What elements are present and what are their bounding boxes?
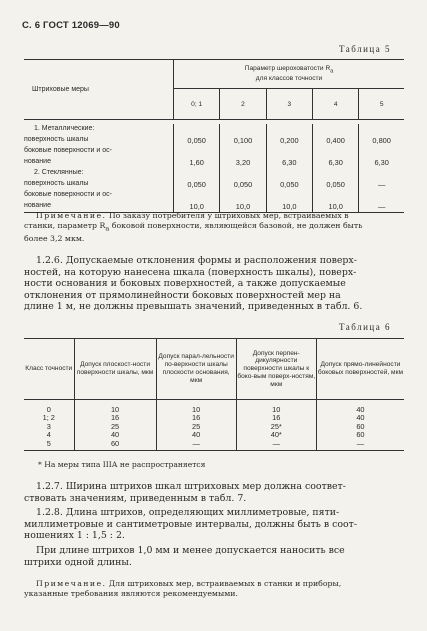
table5-cell: [220, 190, 266, 201]
table5-cell: 0,050: [174, 135, 220, 146]
table5-cell: [220, 168, 266, 179]
paragraph-line: 1.2.8. Длина штрихов, определяющих миллиметровые, пяти-: [36, 507, 340, 518]
table5-cell: 10,0: [220, 201, 266, 213]
table6-cell: 3: [46, 421, 51, 431]
table6-cell: 40: [74, 431, 156, 439]
table5-cell: [312, 190, 358, 201]
table5-cell: [312, 168, 358, 179]
table5-cell: 0,050: [312, 179, 358, 190]
note-1-line3: более 3,2 мкм.: [24, 233, 85, 243]
paragraph-line: ностей, на которую нанесена шкала (поверхность шкалы), поверх-: [24, 266, 357, 278]
page-header: С. 6 ГОСТ 12069—90: [22, 20, 120, 31]
table6-cell: —: [316, 440, 404, 451]
paragraph-1-2-6: [24, 255, 404, 313]
table5-cell: 0,100: [220, 135, 266, 146]
table5-row-label: боковые поверхности и ос-: [24, 147, 112, 155]
table5-cell: [266, 190, 312, 201]
table5-param-line2: для классов точности: [255, 75, 323, 83]
table6-cell: 4: [46, 430, 51, 440]
table6-cell: 5: [24, 440, 74, 451]
paragraph-1-2-8: [24, 507, 404, 542]
paragraph-1-2-7: [24, 481, 404, 504]
note-1-sub: a: [105, 224, 110, 233]
table5-cell: —: [359, 201, 404, 213]
table6-caption: Таблица 6: [339, 322, 391, 332]
paragraph-line-length: [24, 545, 404, 568]
table6-cell: 25*: [236, 423, 316, 431]
note-1-line2b: боковой поверхности, являющейся базовой, не должен быть: [109, 221, 363, 230]
table6-header: Допуск прямо-линейности боковых поверхностей, мкм: [316, 339, 404, 400]
paragraph-line: длине 1 м, не должны превышать значений, приведенных в табл. 6.: [24, 301, 363, 313]
paragraph-line: штрихи одной длины.: [24, 556, 132, 568]
table5-class-header: 3: [266, 89, 312, 120]
table5-class-header: 5: [359, 89, 404, 120]
table5-param-line1: Параметр шероховатости R: [244, 64, 331, 72]
table5-row-label: боковые поверхности и ос-: [24, 191, 112, 199]
table5-cell: 10,0: [174, 201, 220, 213]
table6-header: Допуск парал-лельности по-верхности шкалы плоскости основания, мкм: [156, 339, 236, 400]
table5-cell: 0,400: [312, 135, 358, 146]
table5-class-header: 2: [220, 89, 266, 120]
table5-cell: [359, 190, 404, 201]
note-2: [24, 579, 404, 599]
table5-col0-header: Штриховые меры: [24, 60, 174, 120]
table5-row-label: 1. Металлические:: [34, 125, 95, 133]
table6-cell: 16: [74, 414, 156, 422]
table6-cell: 10: [236, 400, 316, 415]
table6-cell: —: [156, 440, 236, 451]
paragraph-line: При длине штрихов 1,0 мм и менее допускается наносить все: [36, 545, 345, 556]
table5-cell: [174, 168, 220, 179]
table5-class-header: 4: [312, 89, 358, 120]
table5-cell: 10,0: [312, 201, 358, 213]
table5-row-label: нование: [24, 201, 174, 213]
note-2-label: Примечание.: [36, 579, 107, 588]
table5-cell: [266, 168, 312, 179]
table5-caption: Таблица 5: [339, 44, 391, 54]
paragraph-line: ствовать значениям, приведенным в табл. 7.: [24, 492, 247, 504]
table5-cell: [312, 124, 358, 135]
table6-cell: —: [236, 440, 316, 451]
table6-cell: 16: [156, 414, 236, 422]
table5-param-sub: a: [330, 68, 334, 75]
table6-cell: 40: [316, 414, 404, 422]
table6-cell: 16: [236, 414, 316, 422]
table5-param-header: [174, 60, 405, 89]
table5-row-label: нование: [24, 158, 51, 166]
table5-cell: [174, 190, 220, 201]
table6-cell: 40*: [236, 431, 316, 439]
note-1-text: По заказу потребителя у штриховых мер, встраиваемых в: [106, 211, 349, 220]
table5-cell: [359, 168, 404, 179]
paragraph-line: миллиметровые и сантиметровые интервалы, должны быть в соот-: [24, 518, 358, 530]
table5-cell: 1,60: [174, 157, 220, 168]
table5-cell: 0,050: [220, 179, 266, 190]
table6-cell: 10: [156, 400, 236, 415]
paragraph-line: отклонения от прямолинейности боковых поверхностей мер на: [24, 289, 341, 301]
table5-cell: —: [359, 179, 404, 190]
table5-cell: [266, 124, 312, 135]
paragraph-line: ношениях 1 : 1,5 : 2.: [24, 530, 125, 542]
table5-cell: 6,30: [359, 157, 404, 168]
note-2-text: Для штриховых мер, встраиваемых в станки и приборы,: [106, 579, 342, 588]
table5-cell: 3,20: [220, 157, 266, 168]
paragraph-line: 1.2.7. Ширина штрихов шкал штриховых мер должна соответ-: [36, 481, 346, 492]
table6-cell: 1; 2: [42, 413, 55, 423]
table5: [24, 59, 404, 213]
table5-cell: [220, 124, 266, 135]
table6: [24, 338, 404, 451]
table5-cell: 0,200: [266, 135, 312, 146]
table5-cell: 0,800: [359, 135, 404, 146]
table5-class-header: 0; 1: [174, 89, 220, 120]
table6-cell: 0: [46, 405, 51, 414]
note-1-line2: станки, параметр R: [24, 221, 106, 230]
table6-header: Класс точности: [24, 339, 74, 400]
table6-cell: 40: [156, 431, 236, 439]
table5-row-label: поверхность шкалы: [24, 180, 89, 188]
table5-cell: [220, 146, 266, 157]
table5-cell: 6,30: [312, 157, 358, 168]
paragraph-line: 1.2.6. Допускаемые отклонения формы и расположения поверх-: [36, 255, 357, 266]
table6-footnote: * На меры типа IIIА не распространяется: [38, 460, 206, 469]
table5-cell: [359, 124, 404, 135]
note-1-label: Примечание.: [36, 211, 107, 220]
table6-cell: 60: [74, 440, 156, 451]
table5-cell: [174, 124, 220, 135]
table5-cell: 6,30: [266, 157, 312, 168]
table6-header: Допуск перпен-дикулярности поверхности шкалы к боко-вым поверх-ностям, мкм: [236, 339, 316, 400]
table5-row-label: 2. Стеклянные:: [34, 169, 84, 177]
table5-row-label: поверхность шкалы: [24, 136, 89, 144]
table5-cell: [266, 146, 312, 157]
paragraph-line: ности основания и боковых поверхностей, а также допускаемые: [24, 278, 346, 290]
table6-cell: 60: [316, 423, 404, 431]
table5-cell: [312, 146, 358, 157]
table5-cell: 0,050: [266, 179, 312, 190]
note-2-line2: указанные требования являются рекомендуемыми.: [24, 589, 238, 598]
table5-cell: 10,0: [266, 201, 312, 213]
table6-cell: 10: [74, 400, 156, 415]
table6-cell: 40: [316, 400, 404, 415]
table6-cell: 60: [316, 431, 404, 439]
table5-cell: 0,050: [174, 179, 220, 190]
table5-cell: [359, 146, 404, 157]
table5-cell: [174, 146, 220, 157]
table6-header: Допуск плоскост-ности поверхности шкалы, мкм: [74, 339, 156, 400]
table6-cell: 25: [74, 423, 156, 431]
table6-cell: 25: [156, 423, 236, 431]
note-1: [24, 211, 404, 244]
